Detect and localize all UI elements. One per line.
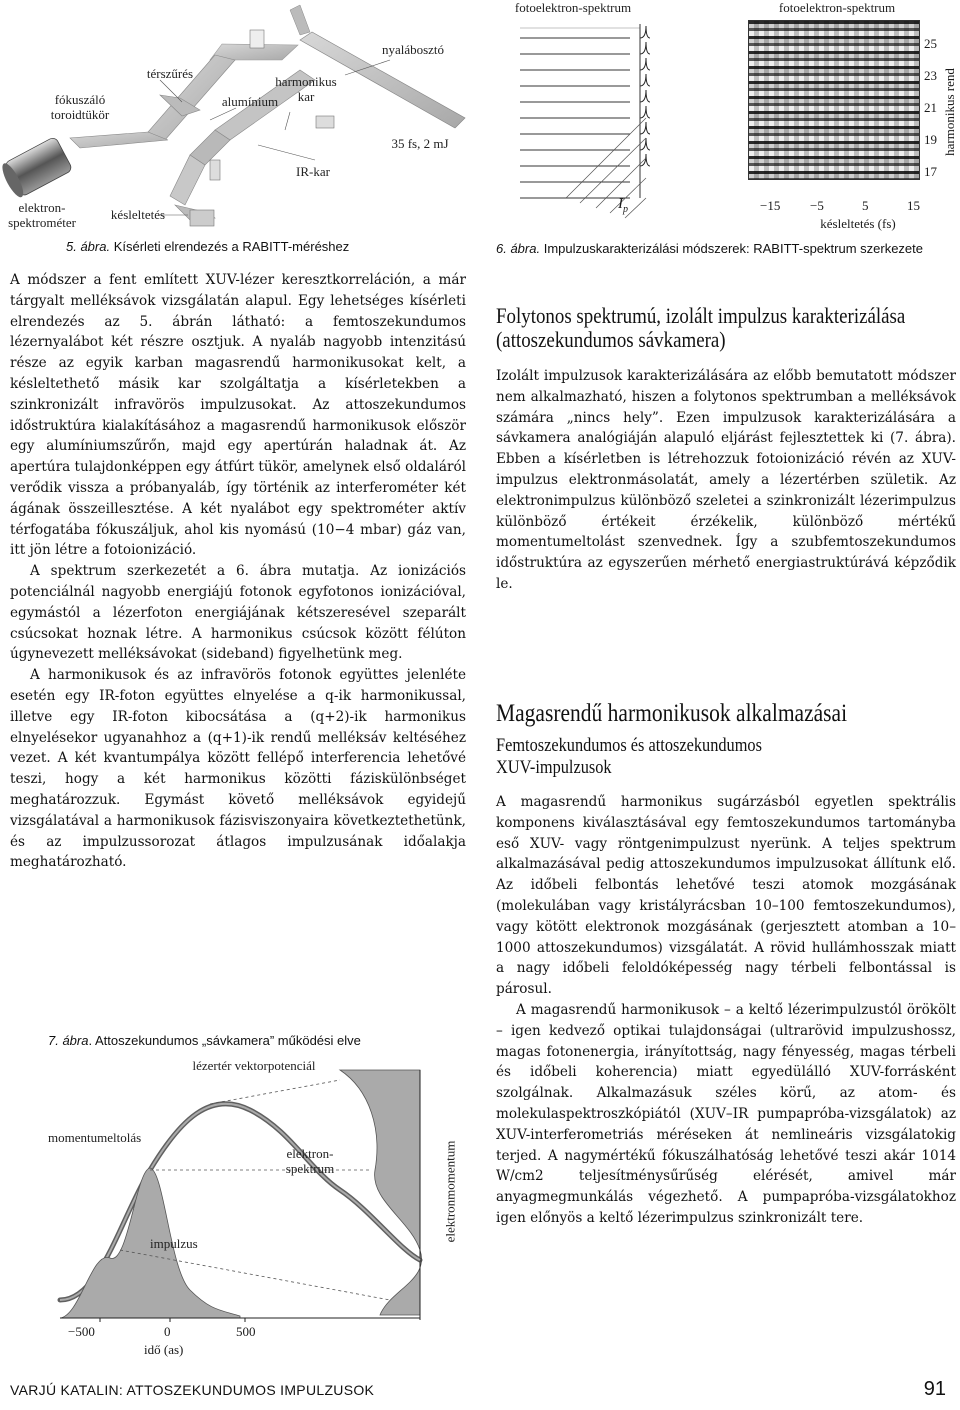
heading-fs-as-line: XUV-impulzusok	[496, 757, 612, 778]
label-delay: késleltetés	[110, 207, 166, 222]
figure-6-caption-number: 6. ábra.	[496, 241, 541, 256]
figure-6	[480, 0, 960, 240]
right-paragraph: Izolált impulzusok karakterizálására az előbb bemutatott módszer nem alkalmazható, hiszen a folytonos spektrumban a melléksávok számára „nincs hely”. Ezen impulzusok karakterizálására a sávkamera analógiáján alapuló eljárást fejlesztettek ki (7. ábra). Ebben a kísérletben is létrehozzuk fotoionizáció révén az XUV-impulzus elektronmásolatát, amely a lézertérben születik. Az elektronimpulzus különböző szeletei a szinkronizált lézerimpulzus különböző értékeit érzékelik, különböző mértékű momentumeltolást szenvednek. Így a szubfemtoszekundumos időstruktúra az egyszerűen mérhető energiastruktúrává képződik le.	[496, 368, 956, 592]
figure-5-caption-number: 5. ábra.	[66, 239, 111, 254]
label-focusing-mirror: fókuszáló toroidtükör	[50, 92, 110, 122]
fig6-harmonic-tick: 25	[924, 36, 937, 51]
heading-isolated-pulse-line: Folytonos spektrumú, izolált impulzus karakterizálása	[496, 303, 906, 328]
fig6-delay-tick: −5	[810, 198, 824, 213]
fig6-ip-label	[618, 196, 628, 215]
fig6-ip-subscript: p	[623, 204, 628, 215]
heading-fs-as-line: Femtoszekundumos és attoszekundumos	[496, 735, 762, 756]
fig6-delay-ticks	[752, 198, 924, 214]
figure-7-caption	[48, 1032, 468, 1049]
left-paragraph: A harmonikusok és az infravörös fotonok együttes jelenléte esetén egy IR-foton együttes elnyelése a q-ik harmonikussal, illetve egy IR-foton kibocsátása a (q+2)-ik harmonikus elnyelésekor ugyanahhoz a (q+1)-ik rendű melléksáv keltéséhez vezet. A két kvantumpálya között fellépő interferencia lehetővé teszi, hogy a két harmonikus közötti fáziskülönbséget meghatározzuk. Egymást követő melléksávok egyidejű vizsgálatával a harmonikusok fázisviszonyaira következtethetünk, és az impulzussorozat átlagos impulzusának időalakja meghatározható.	[10, 667, 466, 871]
figure-6-caption	[496, 240, 956, 257]
fig7-label-vector-potential: lézertér vektorpotenciál	[192, 1058, 316, 1073]
fig6-title-left: fotoelektron-spektrum	[514, 0, 632, 15]
label-pulse-params: 35 fs, 2 mJ	[391, 136, 449, 151]
heading-isolated-pulse-line: (attoszekundumos sávkamera)	[496, 327, 726, 352]
left-column	[10, 270, 466, 873]
heading-applications: Magasrendű harmonikusok alkalmazásai	[496, 700, 848, 727]
fig7-x-tick: −500	[68, 1324, 95, 1339]
fig7-x-tick: 500	[236, 1324, 256, 1339]
fig6-title-right: fotoelektron-spektrum	[778, 0, 896, 15]
fig6-harmonic-tick: 21	[924, 100, 937, 115]
fig6-harmonic-tick: 17	[924, 164, 937, 179]
fig6-delay-tick: 15	[907, 198, 920, 213]
fig7-label-electron-momentum: elektronmomentum	[442, 1140, 458, 1243]
label-spectrometer: elektron- spektrométer	[8, 200, 76, 230]
left-paragraph: A módszer a fent említett XUV-lézer keresztkorreláción, a már tárgyalt melléksávok vizsgálatán alapul. Egy lehetséges kísérleti elrendezés az 5. ábrán látható: a femtoszekundumos lézernyalábot két részre osztjuk. A nyaláb nagyobb intenzitású része az egyik karban magasrendű harmonikusokat kelt, a késleltethető másik kar szolgáltatja a kísérletekben a szinkronizált infravörös impulzusokat. Az attoszekundumos időstruktúra kialakításához a magasrendű harmonikusok először egy alumíniumszűrőn, majd egy apertúrán haladnak át. Az apertúra tulajdonképpen egy átfúrt tükör, amelynek első oldaláról verődik vissza a próbanyaláb, így történik az interferométer két ágának összeillesztése. A két nyalábot egy spektrométer aktív térfogatába fókuszáljuk, ahol kis nyomású (10−4 mbar) gáz van, itt jön létre a fotoionizáció.	[10, 272, 466, 559]
label-beamsplitter: nyalábosztó	[381, 42, 445, 57]
figure-5-caption	[66, 238, 466, 255]
fig7-x-tick: 0	[164, 1324, 171, 1339]
heading-fs-as-pulses	[496, 735, 762, 779]
right-paragraph-1	[496, 366, 956, 595]
right-paragraphs-2	[496, 792, 956, 1229]
figure-7-caption-text: . Attoszekundumos „sávkamera” működési elve	[88, 1033, 361, 1048]
figure-7	[40, 1050, 470, 1370]
fig7-label-momentum-shift: momentumeltolás	[48, 1130, 142, 1145]
label-harmonic-arm: harmonikus kar	[275, 74, 337, 104]
fig6-ip-symbol: I	[618, 196, 623, 212]
fig6-harmonic-tick: 23	[924, 68, 937, 83]
fig7-label-impulse: impulzus	[150, 1236, 198, 1251]
fig6-harmonic-axis-label: harmonikus rend	[942, 68, 957, 156]
fig6-harmonic-tick: 19	[924, 132, 937, 147]
fig6-delay-tick: −15	[760, 198, 781, 213]
label-aluminium: alumínium	[221, 94, 279, 109]
figure-6-caption-text: Impulzuskarakterizálási módszerek: RABITT-spektrum szerkezete	[543, 241, 924, 256]
left-paragraph: A spektrum szerkezetét a 6. ábra mutatja. Az ionizációs potenciálnál nagyobb energiájú fotonok egyfotonos ionizációval, egymástól a lézerfoton energiájának kétszeresével szeparált csúcsokat hoznak létre. A harmonikus csúcsok között félúton úgynevezett melléksávokat (sideband) figyelhetünk meg.	[10, 563, 466, 663]
footer-author-title: VARJÚ KATALIN: ATTOSZEKUNDUMOS IMPULZUSOK	[10, 1382, 375, 1398]
figure-5	[0, 0, 470, 240]
heading-isolated-pulse	[496, 304, 905, 352]
fig7-drawing	[40, 1050, 470, 1370]
right-paragraph: A magasrendű harmonikusok – a keltő lézerimpulzustól örökölt – igen kedvező optikai tulajdonságai (ultrarövid impulzushossz, magas fotonenergia, irányítottság, nagy fényesség, magas térbeli és időbeli koherencia) miatt egyedülálló XUV-forrásként szolgálnak. Alkalmazásuk széles körű, az atom- és molekulaspektroszkópiától (XUV–IR pumpapróba-vizsgálatok) az XUV-interferometriás méréseken át nemlineáris vizsgálatokig terjed. A nagymértékű fókuszálhatóság lehetővé teszi akár 1014 W/cm2 teljesítménysűrűség elérését, amivel már anyagmegmunkálás végezhető. A pumpapróba-vizsgálatokhoz igen előnyös a keltő lézerimpulzus szinkronizált tere.	[496, 1001, 956, 1226]
figure-5-caption-text: Kísérleti elrendezés a RABITT-méréshez	[113, 239, 350, 254]
fig7-label-electron-spectrum: elektron- spektrum	[285, 1146, 335, 1176]
label-spatial-filter: térszűrés	[146, 66, 194, 81]
label-ir-arm: IR-kar	[296, 164, 330, 179]
right-paragraph: A magasrendű harmonikus sugárzásból egyetlen spektrális komponens kiválasztásával egy femtoszekundumos tartományba eső XUV- vagy röntgenimpulzust nyerünk. A teljes spektrum alkalmazásával pedig attoszekundumos impulzusokat állítunk elő. Az időbeli felbontás lehetővé teszi atomok mozgásának (molekulában vagy kristályrácsban 10–100 femtoszekundumos), vagy kötött elektronok mozgásának (gerjesztett atomban a 10–1000 attoszekundumos) vizsgálatát. A rövid hullámhosszak miatt a nagy időbeli feloldóképesség nagy térbeli felbontással is párosul.	[496, 794, 956, 998]
fig6-delay-tick: 5	[862, 198, 869, 213]
fig7-x-label: idő (as)	[144, 1342, 184, 1357]
figure-7-caption-number: 7. ábra	[48, 1033, 89, 1048]
page-number: 91	[923, 1378, 946, 1400]
fig6-rabitt-image	[748, 20, 920, 180]
fig6-delay-label: késleltetés (fs)	[820, 216, 896, 231]
